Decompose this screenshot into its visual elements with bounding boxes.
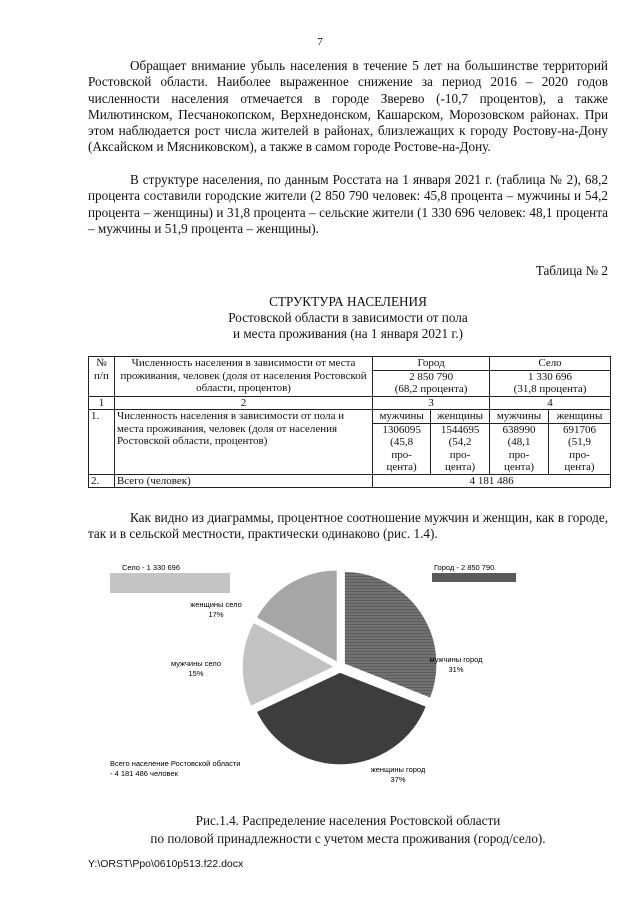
paragraph-3: Как видно из диаграммы, процентное соотношение мужчин и женщин, как в городе, так и в сельской местности, практически одинаково (рис. 1.4). [88,510,608,542]
total-note-line1: Всего население Ростовской области [110,759,241,768]
total-population-value: 4 181 486 [373,474,611,488]
total-note-line2: - 4 181 486 человек [110,769,178,778]
population-structure-table [88,356,611,488]
header-village-total: 1 330 696 [490,370,611,383]
figure-caption-line1: Рис.1.4. Распределение населения Ростовской области [195,813,501,828]
pie-label-name: женщины город [370,765,426,774]
col-men-city: мужчины [373,410,431,424]
row-number: 1. [89,410,115,475]
table-header-row [89,357,611,371]
legend-city-swatch [432,573,516,582]
pie-label-percent: 15% [188,669,204,678]
header-city: Город [373,357,490,371]
table-title-main: СТРУКТУРА НАСЕЛЕНИЯ [269,294,427,309]
pie-label-percent: 17% [208,610,224,619]
pie-label-name: женщины село [190,600,242,609]
legend-village-swatch [110,573,230,593]
row-description: Всего (человек) [114,474,372,488]
village-men-value: 638990 (48,1 про- цента) [490,423,549,474]
pie-label-name: мужчины город [429,655,483,664]
column-number: 4 [490,396,611,410]
table-title-line2: Ростовской области в зависимости от пола [228,310,468,325]
footer-file-path: Y:\ORST\Ppo\0610p513.f22.docx [88,858,244,870]
column-number: 3 [373,396,490,410]
pie-label-name: мужчины село [170,659,222,668]
village-women-value: 691706 (51,9 про- цента) [549,423,611,474]
legend-village-label: Село - 1 330 696 [122,563,181,572]
pie-label-percent: 31% [448,665,464,674]
col-women-village: женщины [549,410,611,424]
row-number: 2. [89,474,115,488]
header-city-total: 2 850 790 [373,370,490,383]
city-women-value: 1544695 (54,2 про- цента) [431,423,490,474]
pie-label-percent: 37% [390,775,406,784]
population-pie-chart [108,559,520,795]
table-label: Таблица № 2 [535,263,608,278]
col-men-village: мужчины [490,410,549,424]
header-number: № п/п [89,357,115,397]
header-village-share: (31,8 процента) [490,383,611,396]
header-description: Численность населения в зависимости от места проживания, человек (доля от населения Ростовской области, процентов) [114,357,372,397]
city-men-value: 1306095 (45,8 про- цента) [373,423,431,474]
header-village: Село [490,357,611,371]
table-row [89,410,611,424]
page-number: 7 [317,36,323,48]
legend-city-label: Город - 2 850 790 [434,563,495,572]
table-title-line3: и места проживания (на 1 января 2021 г.) [232,326,464,341]
figure-caption-line2: по половой принадлежности с учетом места проживания (город/село). [150,831,546,846]
table-numbering-row [89,396,611,410]
col-women-city: женщины [431,410,490,424]
column-number: 2 [114,396,372,410]
paragraph-2: В структуре населения, по данным Росстата на 1 января 2021 г. (таблица № 2), 68,2 процента составили городские жители (2 850 790 человек: 45,8 процента – мужчины и 54,2 процента – женщины) и 31,8 процента – сельские жители (1 330 696 человек: 48,1 процента – мужчины и 51,9 процента – женщины). [88,172,608,236]
row-description: Численность населения в зависимости от пола и места проживания, человек (доля от населения Ростовской области, процентов) [114,410,372,475]
header-city-share: (68,2 процента) [373,383,490,396]
column-number: 1 [89,396,115,410]
paragraph-1: Обращает внимание убыль населения в течение 5 лет на большинстве территорий Ростовской области. Наиболее выраженное снижение за период 2016 – 2020 годов численности населения отмечается в городе Зверево (-10,7 процентов), а также Милютинском, Песчанокопском, Верхнедонском, Кашарском, Морозовском районах. При этом наблюдается рост числа жителей в районах, близлежащих к городу Ростову-на-Дону (Аксайском и Мясниковском), а также в самом городе Ростове-на-Дону. [88,58,608,155]
table-row [89,474,611,488]
